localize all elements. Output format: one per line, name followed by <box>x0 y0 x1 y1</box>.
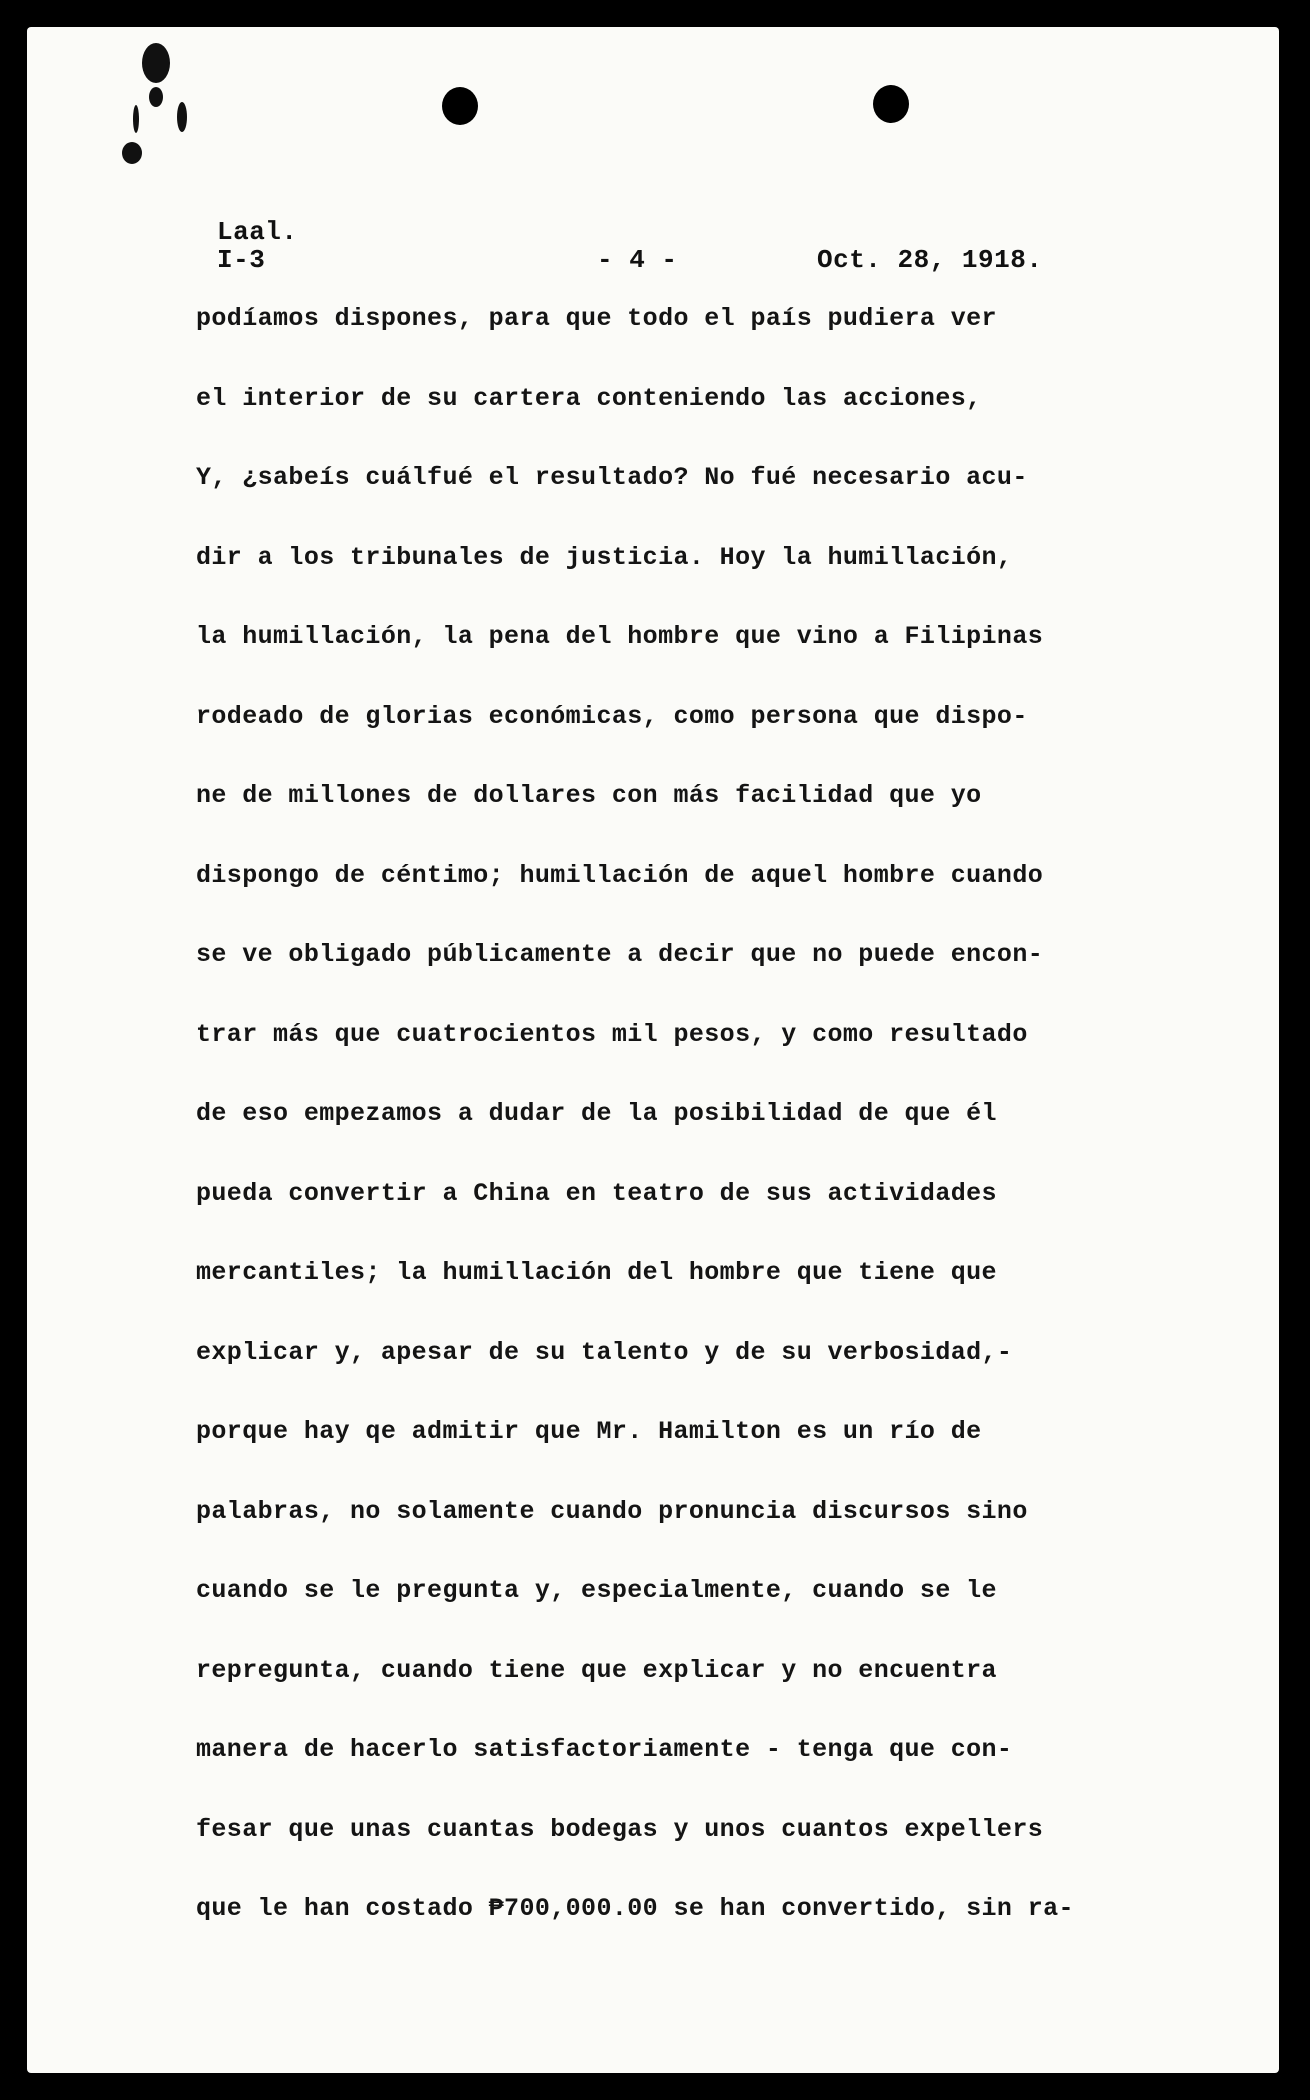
ink-smudge <box>149 87 163 107</box>
text-line: trar más que cuatrocientos mil pesos, y como resultado <box>196 1019 1028 1049</box>
text-line: explicar y, apesar de su talento y de su verbosidad,- <box>196 1337 1013 1367</box>
text-line: porque hay qe admitir que Mr. Hamilton es un río de <box>196 1417 982 1446</box>
text-line: dispongo de céntimo; humillación de aquel hombre cuando <box>196 860 1044 890</box>
punch-hole-right <box>873 85 909 123</box>
text-line: Y, ¿sabeís cuálfué el resultado? No fué necesario acu- <box>196 463 1028 492</box>
author-initials: Laal. <box>217 217 298 247</box>
document-date: Oct. 28, 1918. <box>817 245 1043 275</box>
text-line: la humillación, la pena del hombre que vino a Filipinas <box>196 622 1044 651</box>
text-line: podíamos dispones, para que todo el país pudiera ver <box>196 304 997 333</box>
text-line: manera de hacerlo satisfactoriamente - tenga que con- <box>196 1735 1013 1764</box>
text-line: pueda convertir a China en teatro de sus actividades <box>196 1178 997 1208</box>
text-line: mercantiles; la humillación del hombre que tiene que <box>196 1258 997 1287</box>
text-line: el interior de su cartera conteniendo las acciones, <box>196 383 982 413</box>
text-line: de eso empezamos a dudar de la posibilidad de que él <box>196 1099 997 1128</box>
ink-smudge <box>133 105 139 133</box>
text-line: cuando se le pregunta y, especialmente, cuando se le <box>196 1576 997 1605</box>
text-line: palabras, no solamente cuando pronuncia discursos sino <box>196 1496 1028 1526</box>
text-line: ne de millones de dollares con más facilidad que yo <box>196 781 982 810</box>
text-line: rodeado de glorias económicas, como persona que dispo- <box>196 701 1028 731</box>
text-line: repregunta, cuando tiene que explicar y no encuentra <box>196 1655 997 1685</box>
text-line: fesar que unas cuantas bodegas y unos cuantos expellers <box>196 1814 1044 1844</box>
ink-smudge <box>122 142 142 164</box>
text-line: se ve obligado públicamente a decir que no puede encon- <box>196 940 1044 969</box>
page-number: - 4 - <box>597 245 678 275</box>
ink-smudge <box>177 102 187 132</box>
ink-smudge <box>142 43 170 83</box>
text-line: dir a los tribunales de justicia. Hoy la humillación, <box>196 542 1013 572</box>
punch-hole-left <box>442 87 478 125</box>
text-line: que le han costado ₱700,000.00 se han convertido, sin ra- <box>196 1894 1074 1923</box>
body-text <box>196 302 1116 1972</box>
document-code: I-3 <box>217 245 266 275</box>
